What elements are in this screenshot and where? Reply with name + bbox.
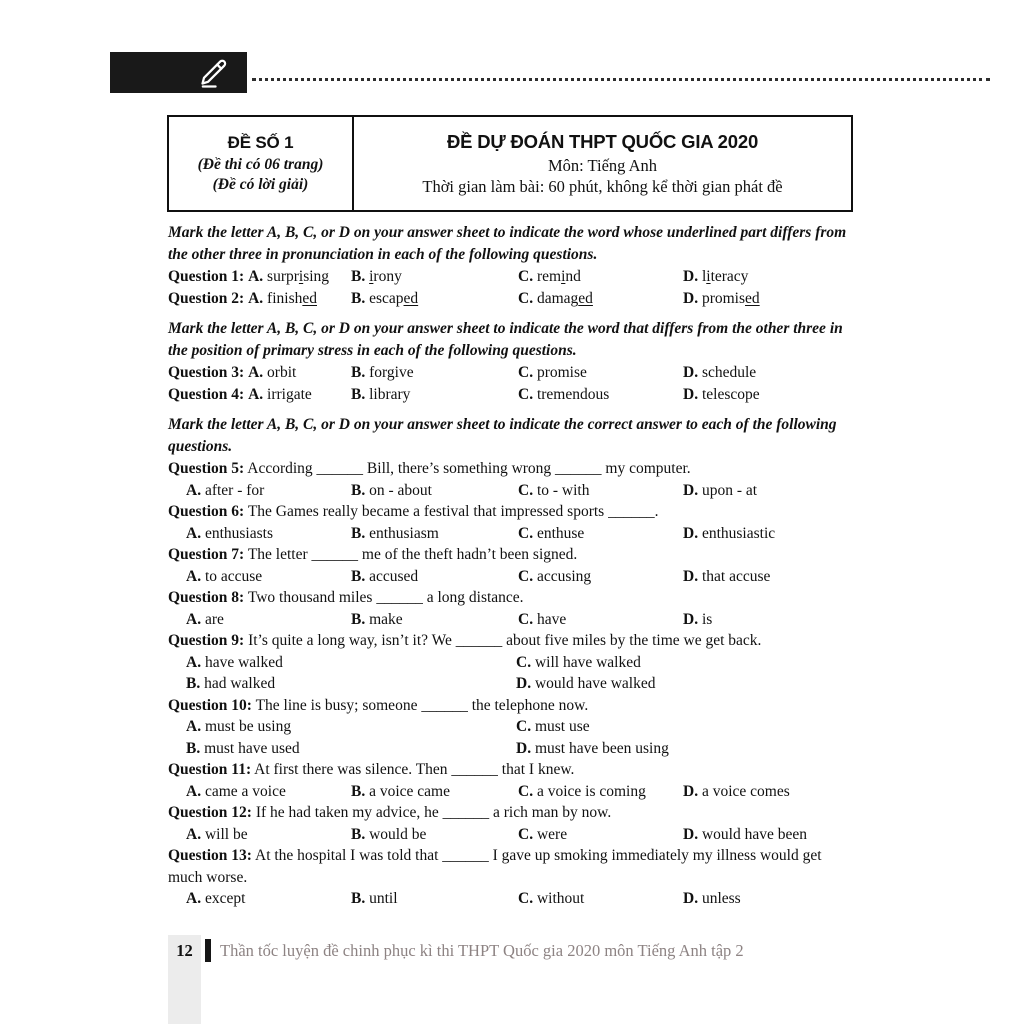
question-label: Question 3: [168, 364, 245, 381]
question-text-line [168, 845, 855, 888]
page-number: 12 [176, 941, 193, 960]
answer-option [186, 738, 516, 760]
answer-option [518, 288, 683, 310]
pencil-icon [195, 55, 231, 91]
answer-option [683, 824, 855, 846]
options-row [168, 480, 855, 502]
option-letter: B. [351, 481, 366, 499]
answer-option [186, 824, 351, 846]
option-letter: C. [518, 567, 534, 585]
answer-option [351, 824, 518, 846]
question-label: Question 11: [168, 761, 252, 778]
option-letter: D. [683, 385, 699, 403]
option-text: orbit [267, 364, 297, 381]
question-block [168, 695, 855, 760]
answer-option [518, 566, 683, 588]
option-underlined-part: ed [403, 289, 419, 307]
answer-option [351, 266, 518, 288]
option-letter: C. [518, 364, 534, 381]
question-text: It’s quite a long way, isn’t it? We ______ about five miles by the time we get back. [248, 632, 762, 649]
option-letter: D. [516, 739, 532, 757]
question-label: Question 10: [168, 696, 252, 714]
option-letter: C. [518, 825, 534, 843]
answer-option [683, 384, 855, 406]
option-text: enthusiastic [701, 524, 776, 542]
answer-option [186, 781, 351, 803]
option-text: except [204, 890, 246, 907]
option-text: accusing [536, 567, 592, 585]
option-text: accused [369, 567, 419, 585]
option-text: a voice came [369, 782, 450, 800]
option-text: is [701, 610, 713, 628]
option-text: on - about [369, 481, 432, 499]
option-text: are [204, 610, 224, 628]
option-text: sing [303, 268, 330, 285]
option-letter: C. [518, 610, 534, 628]
option-letter: C. [518, 524, 534, 542]
answer-option [518, 384, 683, 406]
question-block [168, 458, 855, 501]
question-block [168, 501, 855, 544]
option-letter: B. [351, 385, 366, 403]
question-text-line [168, 802, 855, 824]
option-letter: A. [186, 610, 202, 628]
question-cell [168, 288, 351, 310]
answer-option [351, 362, 518, 384]
answer-option [683, 781, 855, 803]
option-text: would be [369, 825, 427, 843]
question-cell [168, 266, 351, 288]
option-text: surpr [267, 268, 299, 285]
question-row [168, 288, 855, 310]
answer-option [518, 362, 683, 384]
answer-option [248, 386, 312, 403]
answer-option [518, 824, 683, 846]
option-letter: A. [248, 268, 264, 285]
option-letter: B. [351, 364, 366, 381]
answer-option [351, 566, 518, 588]
options-row [168, 609, 855, 631]
question-text: If he had taken my advice, he ______ a rich man by now. [255, 804, 612, 821]
option-letter: D. [683, 825, 699, 843]
options-row [168, 888, 855, 910]
option-letter: B. [186, 675, 201, 692]
option-letter: D. [683, 610, 699, 628]
question-label: Question 8: [168, 589, 245, 606]
question-text: At the hospital I was told that ______ I gave up smoking immediately my illness would get much worse. [168, 847, 822, 886]
option-letter: A. [186, 718, 202, 735]
option-letter: D. [683, 481, 699, 499]
option-letter: B. [351, 567, 366, 585]
option-text: without [536, 890, 585, 907]
option-underlined-part: ed [578, 289, 593, 307]
options-row [168, 781, 855, 803]
answer-option [351, 888, 518, 910]
option-letter: A. [186, 782, 202, 800]
option-letter: C. [516, 718, 532, 735]
option-text: nd [565, 268, 581, 285]
option-letter: C. [518, 289, 534, 307]
question-text-line [168, 587, 855, 609]
question-text-line [168, 695, 855, 717]
pencil-icon-box [110, 52, 247, 93]
question-text-line [168, 759, 855, 781]
option-text: forgive [369, 364, 414, 381]
question-block [168, 630, 855, 695]
question-row [168, 266, 855, 288]
option-letter: C. [518, 890, 534, 907]
dotted-divider [252, 78, 990, 81]
question-text: The line is busy; someone ______ the telephone now. [255, 696, 589, 714]
option-letter: D. [683, 782, 699, 800]
answer-option [516, 652, 855, 674]
exam-title: ĐỀ DỰ ĐOÁN THPT QUỐC GIA 2020 [446, 131, 759, 153]
option-text: to - with [536, 481, 590, 499]
option-letter: B. [351, 825, 366, 843]
answer-option [683, 288, 855, 310]
exam-header-table [167, 115, 853, 212]
option-text: had walked [204, 675, 276, 692]
answer-option [248, 364, 296, 381]
option-text: that accuse [701, 567, 771, 585]
answer-option [351, 384, 518, 406]
question-label: Question 9: [168, 632, 245, 649]
answer-option [516, 716, 855, 738]
option-letter: B. [351, 289, 366, 307]
option-letter: A. [186, 890, 202, 907]
question-label: Question 6: [168, 503, 245, 520]
option-underlined-part: ed [745, 289, 760, 307]
answer-option [186, 566, 351, 588]
answer-option [683, 480, 855, 502]
options-row [168, 652, 855, 674]
option-letter: C. [518, 481, 534, 499]
option-text: irrigate [267, 385, 312, 403]
question-sections [168, 222, 855, 910]
answer-option [186, 609, 351, 631]
option-text: will have walked [534, 653, 641, 671]
answer-option [186, 888, 351, 910]
question-block [168, 266, 855, 288]
option-underlined-part: ed [302, 289, 317, 307]
option-text: library [369, 385, 411, 403]
option-text: came a voice [204, 782, 286, 800]
question-label: Question 7: [168, 546, 245, 563]
option-text: damag [536, 289, 579, 307]
answer-option [351, 781, 518, 803]
answer-option [186, 652, 516, 674]
option-text: to accuse [204, 567, 263, 585]
options-row [168, 824, 855, 846]
option-text: must have been using [534, 739, 669, 757]
option-text: a voice is coming [536, 782, 646, 800]
options-row [168, 716, 855, 738]
exam-number: ĐỀ SỐ 1 [227, 132, 294, 152]
question-block [168, 759, 855, 802]
answer-option [518, 609, 683, 631]
option-text: a voice comes [701, 782, 790, 800]
page-number-strip [168, 935, 201, 1024]
option-letter: A. [248, 289, 264, 307]
question-text: The Games really became a festival that impressed sports ______. [247, 503, 659, 520]
option-letter: B. [351, 268, 366, 285]
option-text: would have been [701, 825, 807, 843]
option-text: teracy [710, 268, 749, 285]
question-row [168, 362, 855, 384]
option-letter: D. [683, 890, 699, 907]
option-text: must have used [204, 739, 300, 757]
exam-number-cell [169, 117, 354, 210]
answer-option [518, 781, 683, 803]
question-text: Two thousand miles ______ a long distance. [247, 589, 524, 606]
question-block [168, 802, 855, 845]
exam-solution-note: (Đề có lời giải) [212, 175, 309, 193]
options-row [168, 566, 855, 588]
option-letter: A. [186, 653, 202, 671]
answer-option [683, 888, 855, 910]
question-row [168, 384, 855, 406]
option-letter: C. [518, 782, 534, 800]
option-text: escap [369, 289, 404, 307]
question-label: Question 12: [168, 804, 252, 821]
option-text: make [369, 610, 403, 628]
option-text: must use [534, 718, 590, 735]
answer-option [516, 738, 855, 760]
answer-option [683, 566, 855, 588]
question-label: Question 1: [168, 268, 245, 285]
option-letter: D. [683, 268, 699, 285]
option-letter: B. [351, 524, 366, 542]
option-underlined-part: i [561, 268, 566, 285]
option-text: l [701, 268, 707, 285]
option-letter: A. [186, 524, 202, 542]
option-text: promis [701, 289, 746, 307]
option-letter: D. [683, 289, 699, 307]
option-text: must be using [204, 718, 292, 735]
exam-duration: Thời gian làm bài: 60 phút, không kể thời gian phát đề [422, 177, 783, 197]
option-letter: A. [186, 481, 202, 499]
question-label: Question 4: [168, 385, 245, 403]
answer-option [518, 888, 683, 910]
question-label: Question 2: [168, 289, 245, 307]
option-letter: D. [683, 567, 699, 585]
question-text-line [168, 630, 855, 652]
answer-option [518, 480, 683, 502]
option-text: finish [267, 289, 303, 307]
question-text-line [168, 544, 855, 566]
section-instruction: Mark the letter A, B, C, or D on your answer sheet to indicate the word whose underlined part differs from the other three in pronunciation in each of the following questions. [168, 224, 847, 263]
answer-option [351, 523, 518, 545]
question-cell [168, 384, 351, 406]
question-text: At first there was silence. Then ______ that I knew. [254, 761, 575, 778]
answer-option [186, 716, 516, 738]
question-text: According ______ Bill, there’s something wrong ______ my computer. [247, 460, 691, 477]
section-instruction: Mark the letter A, B, C, or D on your answer sheet to indicate the word that differs from the other three in the position of primary stress in each of the following questions. [168, 320, 843, 359]
option-letter: C. [518, 268, 534, 285]
option-text: promise [536, 364, 587, 381]
book-title: Thần tốc luyện đề chinh phục kì thi THPT Quốc gia 2020 môn Tiếng Anh tập 2 [220, 941, 744, 960]
option-letter: D. [516, 675, 532, 692]
option-underlined-part: i [706, 268, 711, 285]
option-letter: A. [186, 567, 202, 585]
option-letter: A. [186, 825, 202, 843]
option-letter: D. [683, 524, 699, 542]
answer-option [351, 288, 518, 310]
answer-option [248, 268, 329, 285]
answer-option [516, 673, 855, 695]
question-block [168, 587, 855, 630]
option-text: after - for [204, 481, 265, 499]
option-text: unless [701, 890, 741, 907]
question-text: The letter ______ me of the theft hadn’t been signed. [247, 546, 578, 563]
question-block [168, 288, 855, 310]
option-text: upon - at [701, 481, 758, 499]
option-text: have [536, 610, 567, 628]
option-text: tremendous [536, 385, 610, 403]
option-letter: B. [351, 782, 366, 800]
option-text: would have walked [534, 675, 656, 692]
option-text: schedule [701, 364, 757, 381]
question-block [168, 845, 855, 910]
option-text: enthusiasts [204, 524, 273, 542]
option-letter: B. [351, 610, 366, 628]
exam-pages-note: (Đề thi có 06 trang) [197, 155, 324, 173]
option-text: have walked [204, 653, 283, 671]
question-label: Question 5: [168, 460, 245, 477]
answer-option [186, 523, 351, 545]
answer-option [351, 609, 518, 631]
answer-option [683, 266, 855, 288]
option-text: rony [373, 268, 402, 285]
answer-option [518, 266, 683, 288]
question-block [168, 384, 855, 406]
footer-divider-bar [205, 939, 211, 962]
option-text: rem [536, 268, 562, 285]
option-underlined-part: i [369, 268, 374, 285]
option-letter: A. [248, 364, 264, 381]
answer-option [186, 673, 516, 695]
option-underlined-part: i [298, 268, 304, 285]
option-letter: C. [516, 653, 532, 671]
option-text: telescope [701, 385, 760, 403]
options-row [168, 738, 855, 760]
answer-option [683, 609, 855, 631]
option-text: were [536, 825, 568, 843]
option-text: enthuse [536, 524, 585, 542]
options-row [168, 523, 855, 545]
answer-option [683, 523, 855, 545]
question-cell [168, 362, 351, 384]
question-block [168, 544, 855, 587]
option-letter: D. [683, 364, 699, 381]
question-label: Question 13: [168, 847, 252, 864]
question-block [168, 362, 855, 384]
option-text: enthusiasm [369, 524, 439, 542]
option-text: will be [204, 825, 248, 843]
option-text: until [369, 890, 398, 907]
exam-subject: Môn: Tiếng Anh [547, 156, 658, 175]
question-text-line [168, 501, 855, 523]
option-letter: C. [518, 385, 534, 403]
options-row [168, 673, 855, 695]
question-text-line [168, 458, 855, 480]
option-letter: B. [186, 739, 201, 757]
section-instruction: Mark the letter A, B, C, or D on your answer sheet to indicate the correct answer to each of the following questions. [168, 416, 837, 455]
answer-option [248, 290, 317, 307]
answer-option [351, 480, 518, 502]
exam-title-cell [354, 117, 851, 210]
answer-option [186, 480, 351, 502]
option-letter: A. [248, 385, 264, 403]
answer-option [683, 362, 855, 384]
option-letter: B. [351, 890, 366, 907]
answer-option [518, 523, 683, 545]
